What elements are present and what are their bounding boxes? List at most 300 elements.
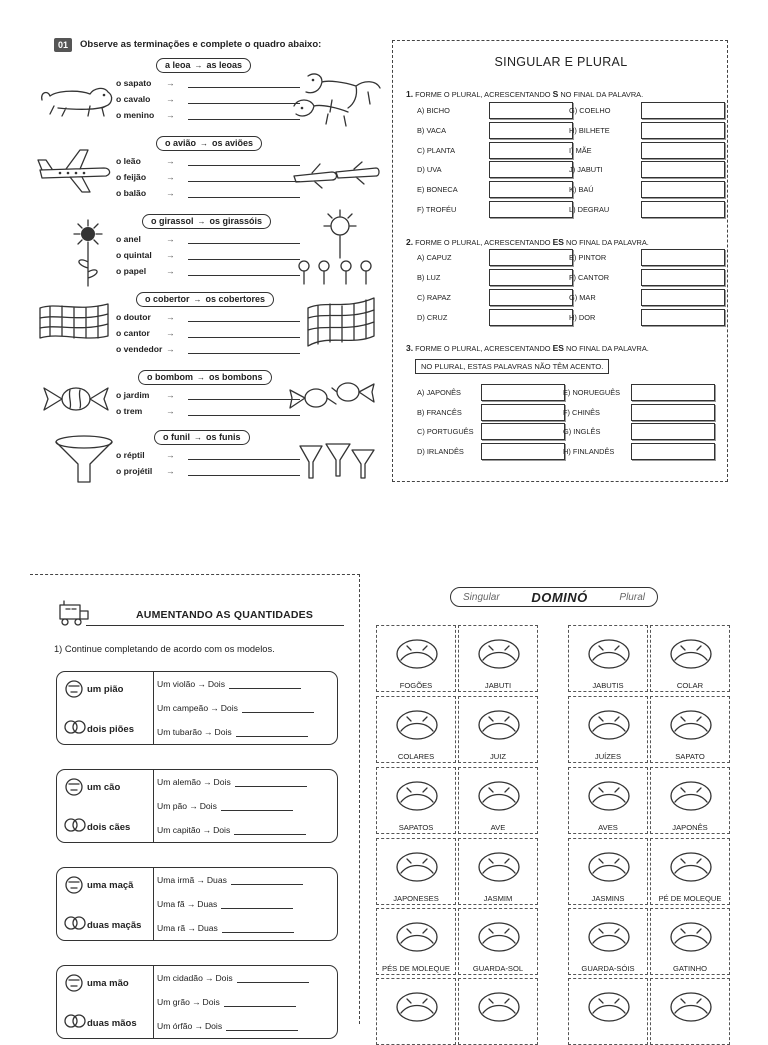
item-label: F) CANTOR (569, 273, 610, 282)
answer-line[interactable] (242, 704, 314, 713)
domino-cell[interactable] (458, 978, 538, 1045)
plural-prefix: Dois (202, 997, 220, 1007)
item-label: A) BICHO (417, 106, 450, 115)
train-icon (56, 599, 90, 627)
answer-line[interactable] (188, 406, 300, 416)
dog-icon (63, 776, 85, 798)
answer-box[interactable] (481, 423, 565, 440)
answer-box[interactable] (489, 181, 573, 198)
item-label: B) LUZ (417, 273, 441, 282)
singular-phrase: Um campeão (157, 703, 209, 713)
answer-item (569, 308, 725, 327)
domino-label: PÉS DE MOLEQUE (382, 964, 450, 973)
answer-box[interactable] (489, 249, 573, 266)
answer-item (417, 180, 573, 199)
item-label: D) UVA (417, 165, 442, 175)
answer-box[interactable] (631, 423, 715, 440)
answer-item (417, 141, 573, 160)
arrow-icon: → (166, 450, 175, 460)
singular-word: o trem (116, 406, 143, 416)
answer-item (417, 383, 565, 402)
item-label: J) JABUTI (569, 165, 603, 175)
arrow-icon: → (197, 217, 206, 226)
answer-line[interactable] (188, 188, 300, 198)
model-example (57, 966, 153, 1038)
worksheet-question: 1) Continue completando de acordo com os modelos. (54, 644, 275, 654)
answer-line[interactable] (188, 390, 300, 400)
blanket-icon (38, 298, 110, 344)
item-label: H) BILHETE (569, 125, 610, 135)
singular-word: o anel (116, 234, 141, 244)
word-row (116, 325, 300, 341)
answer-line[interactable] (188, 328, 300, 338)
arrow-icon: → (166, 312, 175, 322)
domino-label: JABUTIS (592, 681, 624, 690)
worksheet-title: AUMENTANDO AS QUANTIDADES (86, 600, 344, 626)
answer-item (417, 268, 573, 287)
drums-icon (579, 983, 639, 1031)
item-label: H) FINLANDÊS (563, 446, 615, 456)
airplane-icon (36, 148, 114, 194)
answer-box[interactable] (631, 443, 715, 460)
plural-prefix: Duas (197, 923, 218, 933)
example-plural: os funis (206, 432, 241, 442)
completion-row (153, 1014, 339, 1038)
example-plural: os bombons (209, 372, 263, 382)
domino-cell[interactable] (458, 908, 538, 975)
item-label: C) PLANTA (417, 145, 456, 155)
word-row (116, 153, 300, 169)
answer-line[interactable] (221, 900, 293, 909)
arrow-icon: → (191, 997, 201, 1007)
answer-item (417, 101, 573, 120)
singular-phrase: Um órfão (157, 1021, 193, 1031)
bird-icon (469, 772, 529, 820)
arrow-icon: → (166, 172, 175, 182)
funnels-icon (298, 440, 376, 480)
arrow-icon: → (166, 250, 175, 260)
item-label: H) DOR (569, 313, 596, 322)
answer-box[interactable] (631, 384, 715, 401)
domino-label: FOGÕES (399, 681, 433, 690)
necklaces-icon (387, 701, 447, 749)
item-label: K) BAÚ (569, 185, 594, 195)
kitten-icon (661, 913, 721, 961)
word-row (116, 263, 300, 279)
necklace-icon (661, 630, 721, 678)
apple-icon (63, 874, 85, 896)
arrow-icon: → (186, 899, 196, 909)
domino-cell[interactable] (376, 767, 456, 834)
answer-box[interactable] (631, 404, 715, 421)
singular-phrase: Um alemão (157, 777, 201, 787)
domino-label: SAPATO (675, 752, 705, 761)
item-label: G) MAR (569, 293, 596, 302)
shoes-icon (387, 772, 447, 820)
airplanes-icon (292, 160, 380, 192)
answer-item (569, 101, 725, 120)
arrow-icon: → (194, 61, 203, 70)
answer-line[interactable] (231, 876, 303, 885)
answer-box[interactable] (489, 289, 573, 306)
domino-cell[interactable] (650, 978, 730, 1045)
singular-phrase: Um tubarão (157, 727, 202, 737)
domino-label: JASMIM (483, 894, 513, 903)
plural-prefix: Duas (206, 875, 227, 885)
arrow-icon: → (193, 295, 202, 304)
completion-row (153, 916, 339, 940)
arrow-icon: → (210, 703, 219, 713)
answer-box[interactable] (641, 122, 725, 139)
answer-line[interactable] (188, 94, 300, 104)
exercise-number: 01 (54, 38, 72, 52)
model-singular: um pião (87, 684, 124, 695)
answer-item (417, 403, 565, 422)
peanut-candies-icon (387, 913, 447, 961)
answer-line[interactable] (188, 110, 300, 120)
answer-line[interactable] (188, 234, 300, 244)
example-singular: o girassol (151, 216, 194, 226)
arrow-icon: → (197, 373, 205, 382)
hands-icon (63, 1010, 87, 1032)
arrow-icon: → (166, 406, 175, 416)
singular-word: o leão (116, 156, 141, 166)
lioness-pair-icon (288, 70, 384, 128)
arrow-icon: → (202, 777, 212, 787)
example-pair (138, 370, 272, 385)
domino-label: GUARDA-SOL (472, 964, 524, 973)
domino-cell[interactable] (376, 625, 456, 692)
arrow-icon: → (166, 390, 175, 400)
answer-line[interactable] (222, 924, 294, 933)
arrow-icon: → (196, 875, 205, 885)
example-pair (156, 136, 262, 151)
domino-cell[interactable] (376, 838, 456, 905)
answer-box[interactable] (489, 161, 573, 178)
domino-cell[interactable] (568, 908, 648, 975)
answer-line[interactable] (188, 266, 300, 276)
singular-plural-worksheet (392, 40, 728, 482)
answer-box[interactable] (641, 289, 725, 306)
word-row (116, 107, 300, 123)
answer-box[interactable] (489, 269, 573, 286)
arrow-icon: → (166, 110, 175, 120)
word-row (116, 447, 300, 463)
answer-item (569, 141, 725, 160)
boy-icon (661, 772, 721, 820)
exercise-instruction: Observe as terminações e complete o quadro abaixo: (80, 39, 322, 50)
answer-line[interactable] (188, 78, 300, 88)
answer-box[interactable] (481, 443, 565, 460)
item-label: F) TROFÉU (417, 204, 457, 214)
answer-line[interactable] (188, 344, 300, 354)
domino-label: PÉ DE MOLEQUE (658, 894, 722, 903)
domino-label: AVE (490, 823, 506, 832)
word-row (116, 185, 300, 201)
answer-item (569, 248, 725, 267)
domino-label: SAPATOS (398, 823, 434, 832)
accent-note: NO PLURAL, ESTAS PALAVRAS NÃO TÊM ACENTO. (415, 359, 609, 374)
answer-box[interactable] (489, 309, 573, 326)
arrow-icon: → (187, 923, 196, 933)
model-example (57, 868, 153, 940)
answer-line[interactable] (235, 778, 307, 787)
answer-box[interactable] (641, 102, 725, 119)
answer-line[interactable] (224, 998, 296, 1007)
jasmines-icon (579, 843, 639, 891)
domino-label: JUÍZES (594, 752, 622, 761)
example-singular: o bombom (147, 372, 193, 382)
domino-cell[interactable] (650, 767, 730, 834)
answer-line[interactable] (188, 156, 300, 166)
singular-word: o vendedor (116, 344, 163, 354)
domino-label: JUIZ (489, 752, 507, 761)
domino-cell[interactable] (458, 696, 538, 763)
increase-quantities-worksheet (30, 574, 360, 1031)
example-pair (156, 58, 251, 73)
shoe-icon (661, 701, 721, 749)
domino-cell[interactable] (568, 838, 648, 905)
plural-prefix: Dois (213, 825, 231, 835)
boys-icon (387, 843, 447, 891)
answer-box[interactable] (489, 122, 573, 139)
singular-word: o feijão (116, 172, 147, 182)
completion-row (153, 818, 339, 842)
domino-label: JASMINS (591, 894, 625, 903)
answer-item (569, 200, 725, 219)
singular-phrase: Um grão (157, 997, 190, 1007)
stoves-icon (387, 630, 447, 678)
domino-cell[interactable] (458, 625, 538, 692)
plural-prefix: Dois (214, 727, 232, 737)
apples-icon (63, 912, 87, 934)
model-frame (56, 965, 338, 1039)
answer-line[interactable] (188, 450, 300, 460)
singular-phrase: Um violão (157, 679, 196, 689)
plural-prefix: Dois (207, 679, 226, 689)
answer-box[interactable] (641, 201, 725, 218)
singular-phrase: Um pão (157, 801, 188, 811)
model-singular: uma maçã (87, 880, 134, 891)
singular-phrase: Uma rã (157, 923, 186, 933)
answer-box[interactable] (641, 181, 725, 198)
answer-item (569, 121, 725, 140)
answer-box[interactable] (489, 201, 573, 218)
answer-box[interactable] (481, 404, 565, 421)
domino-label: GUARDA-SÓIS (581, 964, 635, 973)
completion-row (153, 966, 339, 990)
singular-word: o quintal (116, 250, 152, 260)
answer-item (417, 160, 573, 179)
domino-cell[interactable] (376, 978, 456, 1045)
word-row (116, 403, 300, 419)
parasols-icon (579, 913, 639, 961)
arrow-icon: → (197, 679, 206, 689)
completion-row (153, 892, 339, 916)
domino-cell[interactable] (650, 908, 730, 975)
answer-item (569, 180, 725, 199)
model-plural: dois piões (87, 724, 134, 735)
completion-row (153, 990, 339, 1014)
item-label: E) PINTOR (569, 253, 607, 262)
answer-line[interactable] (188, 250, 300, 260)
answer-line[interactable] (236, 728, 308, 737)
domino-label: JAPONÊS (672, 823, 708, 832)
answer-line[interactable] (234, 826, 306, 835)
answer-item (417, 442, 565, 461)
plural-endings-worksheet (30, 30, 386, 490)
model-frame (56, 671, 338, 745)
completion-row (153, 696, 339, 720)
plural-prefix: Dois (204, 1021, 223, 1031)
funnel-icon (52, 434, 116, 486)
question-3-instruction: 3. FORME O PLURAL, ACRESCENTANDO ES NO FINAL DA PALAVRA. (406, 343, 649, 353)
domino-cell[interactable] (650, 696, 730, 763)
spinning-tops-icon (63, 716, 87, 738)
example-pair (142, 214, 271, 229)
domino-game (370, 585, 740, 1024)
domino-cell[interactable] (458, 767, 538, 834)
singular-word: o sapato (116, 78, 152, 88)
hooks-icon (661, 983, 721, 1031)
answer-box[interactable] (641, 142, 725, 159)
domino-cell[interactable] (568, 978, 648, 1045)
answer-item (563, 422, 715, 441)
example-plural: os aviões (212, 138, 254, 148)
example-plural: as leoas (206, 60, 243, 70)
answer-item (417, 200, 573, 219)
arrow-icon: → (166, 156, 175, 166)
answer-item (417, 248, 573, 267)
item-label: G) COELHO (569, 106, 611, 115)
peanut-candy-icon (661, 843, 721, 891)
answer-box[interactable] (641, 309, 725, 326)
completion-row (153, 868, 339, 892)
word-row (116, 387, 300, 403)
item-label: D) IRLANDÊS (417, 446, 464, 456)
answer-line[interactable] (188, 466, 300, 476)
answer-box[interactable] (489, 102, 573, 119)
word-row (116, 75, 300, 91)
answer-line[interactable] (221, 802, 293, 811)
hand-icon (63, 972, 85, 994)
sunflowers-icon (294, 208, 380, 286)
item-label: A) JAPONÊS (417, 388, 461, 397)
answer-line[interactable] (188, 172, 300, 182)
item-label: I) MÃE (569, 145, 592, 155)
completion-rows (153, 770, 339, 842)
arrow-icon: → (204, 973, 214, 983)
domino-label: COLARES (397, 752, 435, 761)
arrow-icon: → (203, 727, 213, 737)
domino-cell[interactable] (650, 838, 730, 905)
plural-prefix: Dois (199, 801, 217, 811)
domino-cell[interactable] (568, 625, 648, 692)
domino-cell[interactable] (650, 625, 730, 692)
item-label: F) CHINÊS (563, 407, 600, 417)
completion-row (153, 770, 339, 794)
item-label: E) NORUEGUÊS (563, 388, 621, 397)
lioness-icon (38, 78, 118, 120)
answer-line[interactable] (237, 974, 309, 983)
question-1-instruction: 1. FORME O PLURAL, ACRESCENTANDO S NO FINAL DA PALAVRA. (406, 89, 644, 99)
example-plural: os cobertores (205, 294, 266, 304)
answer-box[interactable] (641, 161, 725, 178)
arrow-icon: → (194, 1021, 203, 1031)
item-label: D) CRUZ (417, 313, 448, 322)
plural-prefix: Duas (197, 899, 218, 909)
domino-cell[interactable] (568, 696, 648, 763)
arrow-icon: → (166, 234, 175, 244)
arrow-icon: → (166, 328, 175, 338)
example-singular: o cobertor (145, 294, 190, 304)
domino-cell[interactable] (458, 838, 538, 905)
candies-icon (286, 374, 378, 416)
answer-box[interactable] (641, 249, 725, 266)
word-row (116, 231, 300, 247)
arrow-icon: → (202, 825, 212, 835)
item-label: L) DEGRAU (569, 204, 610, 214)
domino-cell[interactable] (568, 767, 648, 834)
singular-word: o jardim (116, 390, 150, 400)
singular-phrase: Um capitão (157, 825, 201, 835)
model-singular: uma mão (87, 978, 129, 989)
item-label: G) INGLÊS (563, 427, 601, 437)
candy-icon (40, 382, 112, 416)
completion-rows (153, 966, 339, 1038)
word-row (116, 463, 300, 479)
item-label: C) PORTUGUÊS (417, 427, 474, 437)
example-plural: os girassóis (209, 216, 263, 226)
completion-row (153, 794, 339, 818)
answer-line[interactable] (229, 680, 301, 689)
sunflower-icon (68, 216, 108, 288)
blankets-icon (306, 296, 378, 352)
singular-word: o cantor (116, 328, 150, 338)
answer-box[interactable] (481, 384, 565, 401)
arrow-icon: → (166, 188, 175, 198)
example-singular: o funil (163, 432, 190, 442)
model-plural: dois cães (87, 822, 131, 833)
answer-item (563, 403, 715, 422)
birds-icon (579, 772, 639, 820)
example-pair (154, 430, 250, 445)
singular-word: o menino (116, 110, 155, 120)
domino-cell[interactable] (376, 696, 456, 763)
judge-icon (469, 701, 529, 749)
answer-box[interactable] (641, 269, 725, 286)
arrow-icon: → (194, 433, 202, 442)
model-singular: um cão (87, 782, 121, 793)
arrow-icon: → (166, 94, 175, 104)
answer-line[interactable] (226, 1022, 298, 1031)
title-singular: Singular (463, 591, 500, 603)
completion-row (153, 672, 339, 696)
word-row (116, 341, 300, 357)
drum-icon (469, 983, 529, 1031)
item-label: B) FRANCÊS (417, 407, 462, 417)
answer-line[interactable] (188, 312, 300, 322)
domino-title (450, 587, 658, 607)
answer-item (417, 288, 573, 307)
domino-cell[interactable] (376, 908, 456, 975)
plural-prefix: Dois (215, 973, 233, 983)
arrow-icon: → (166, 344, 175, 354)
singular-phrase: Uma fã (157, 899, 185, 909)
domino-label: JAPONESES (393, 894, 439, 903)
model-frame (56, 867, 338, 941)
answer-box[interactable] (489, 142, 573, 159)
